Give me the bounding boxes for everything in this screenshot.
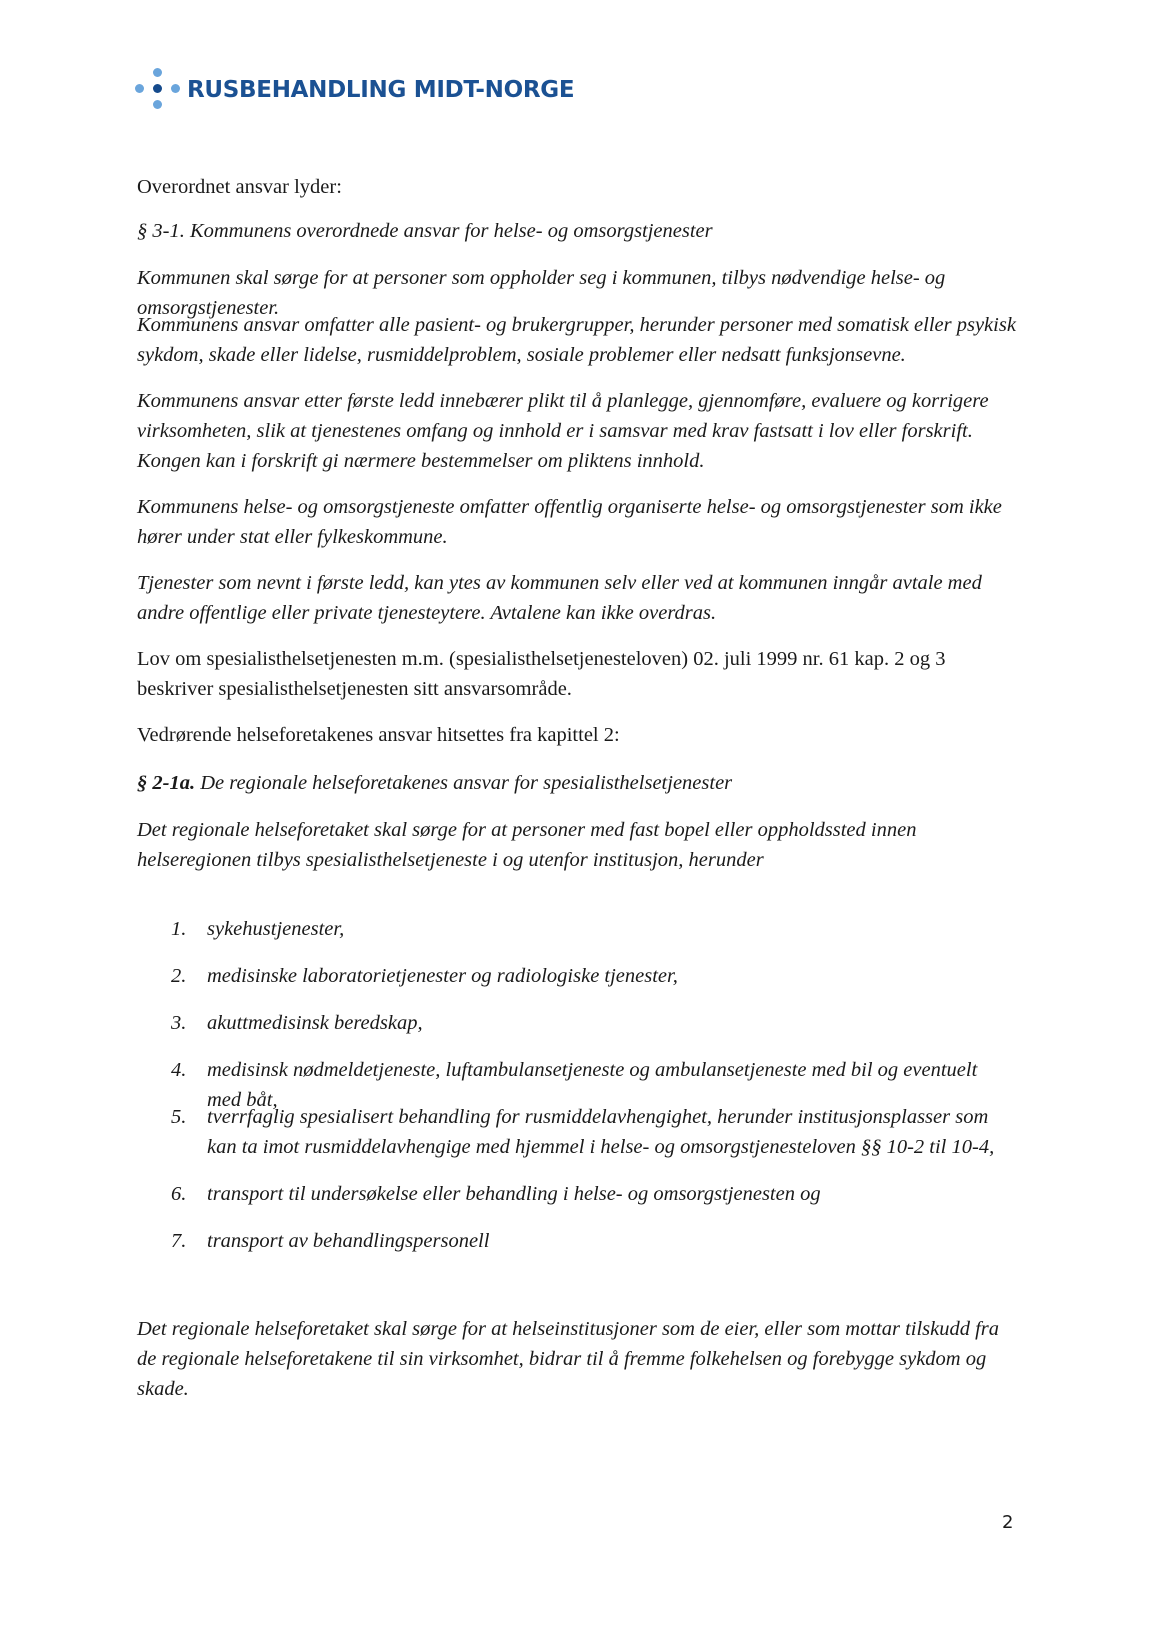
list-number: 2.: [171, 965, 187, 987]
chapter-intro: Vedrørende helseforetakenes ansvar hitsettes fra kapittel 2:: [137, 724, 620, 746]
section-number: § 2-1a.: [137, 772, 196, 794]
section-3-1-paragraph: Kommunens ansvar omfatter alle pasient- og brukergrupper, herunder personer med somatisk eller psykisk sykdom, skade eller lidelse, rusmiddelproblem, sosiale problemer eller nedsatt funksjonsevne.: [137, 314, 1016, 366]
section-3-1-paragraph: Kommunens ansvar etter første ledd innebærer plikt til å planlegge, gjennomføre, evaluere og korrigere virksomheten, slik at tjenestenes omfang og innhold er i samsvar med krav fastsatt i lov eller forskrift. Kongen kan i forskrift gi nærmere bestemmelser om pliktens innhold.: [137, 390, 989, 472]
logo-text: RUSBEHANDLING MIDT-NORGE: [187, 77, 575, 103]
page-number: 2: [1002, 1512, 1014, 1533]
list-number: 7.: [171, 1230, 187, 1252]
section-2-1a-heading: [137, 768, 1017, 798]
section-3-1-paragraph: Tjenester som nevnt i første ledd, kan ytes av kommunen selv eller ved at kommunen inngår avtale med andre offentlige eller private tjenesteytere. Avtalene kan ikke overdras.: [137, 572, 982, 624]
list-number: 5.: [171, 1106, 187, 1128]
list-number: 4.: [171, 1059, 187, 1081]
list-text: medisinske laboratorietjenester og radiologiske tjenester,: [207, 965, 678, 987]
section-3-1-paragraph: Kommunen skal sørge for at personer som oppholder seg i kommunen, tilbys nødvendige helse- og omsorgstjenester.: [137, 267, 946, 319]
list-text: transport av behandlingspersonell: [207, 1230, 490, 1252]
four-dot-cross-icon: [135, 68, 181, 112]
list-text: tverrfaglig spesialisert behandling for rusmiddelavhengighet, herunder institusjonsplasser som kan ta imot rusmiddelavhengige med hjemmel i helse- og omsorgstjenesteloven §§ 10-2 til 10-4,: [207, 1106, 995, 1158]
law-reference: Lov om spesialisthelsetjenesten m.m. (spesialisthelsetjenesteloven) 02. juli 1999 nr. 61 kap. 2 og 3 beskriver spesialisthelsetjenesten sitt ansvarsområde.: [137, 648, 946, 700]
organization-logo: [135, 68, 574, 112]
section-2-1a-intro: Det regionale helseforetaket skal sørge for at personer med fast bopel eller oppholdssted innen helseregionen tilbys spesialisthelsetjeneste i og utenfor institusjon, herunder: [137, 819, 917, 871]
section-3-1-heading: § 3-1. Kommunens overordnede ansvar for helse- og omsorgstjenester: [137, 220, 713, 242]
section-title: De regionale helseforetakenes ansvar for spesialisthelsetjenester: [200, 772, 733, 794]
list-number: 3.: [171, 1012, 187, 1034]
intro-text: Overordnet ansvar lyder:: [137, 176, 342, 198]
section-3-1-paragraph: Kommunens helse- og omsorgstjeneste omfatter offentlig organiserte helse- og omsorgstjenester som ikke hører under stat eller fylkeskommune.: [137, 496, 1002, 548]
list-number: 6.: [171, 1183, 187, 1205]
list-text: sykehustjenester,: [207, 918, 345, 940]
list-text: akuttmedisinsk beredskap,: [207, 1012, 423, 1034]
closing-paragraph: Det regionale helseforetaket skal sørge for at helseinstitusjoner som de eier, eller som mottar tilskudd fra de regionale helseforetakene til sin virksomhet, bidrar til å fremme folkehelsen og forebygge sykdom og skade.: [137, 1318, 1000, 1400]
list-text: medisinsk nødmeldetjeneste, luftambulansetjeneste og ambulansetjeneste med bil og eventuelt med båt,: [207, 1059, 978, 1111]
list-text: transport til undersøkelse eller behandling i helse- og omsorgstjenesten og: [207, 1183, 821, 1205]
list-number: 1.: [171, 918, 187, 940]
